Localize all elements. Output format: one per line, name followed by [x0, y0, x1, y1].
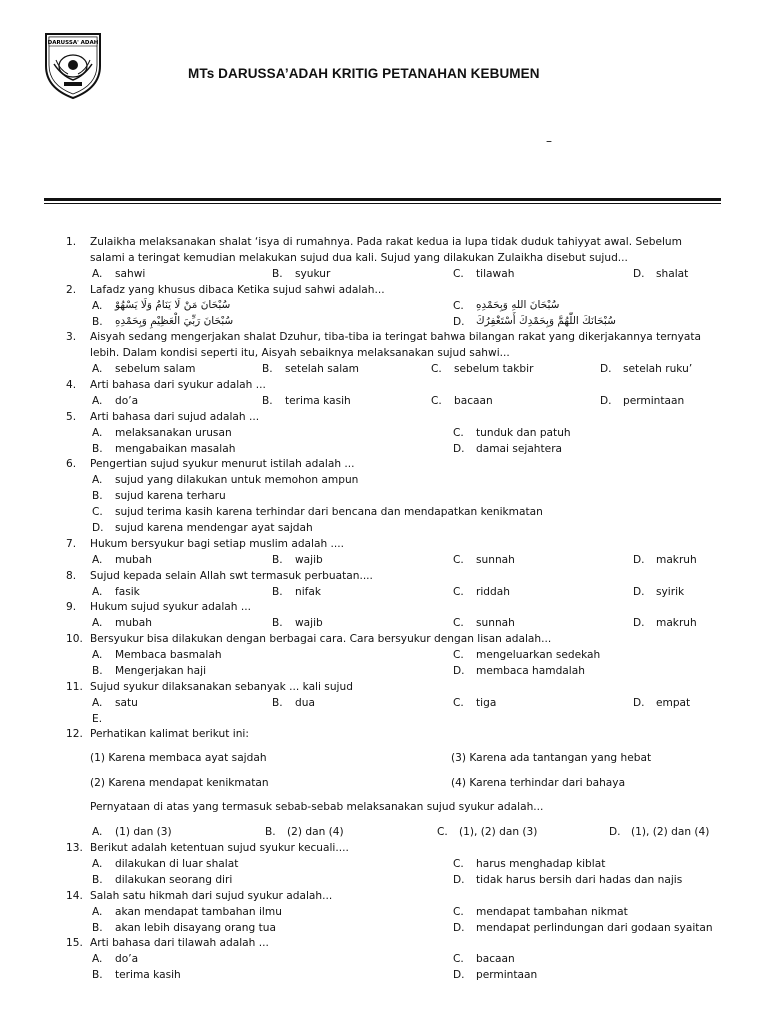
option-label: C.: [453, 649, 464, 661]
option-text: do’a: [115, 395, 139, 407]
option-text: sujud karena mendengar ayat sajdah: [115, 522, 313, 534]
option-text: sebelum salam: [115, 363, 196, 375]
option-text: (2) dan (4): [287, 826, 344, 838]
question-text: Arti bahasa dari sujud adalah ...: [90, 411, 260, 423]
option-label: B.: [262, 363, 273, 375]
question-text: Sujud syukur dilaksanakan sebanyak ... kali sujud: [90, 681, 353, 693]
question-number: 7.: [66, 538, 77, 550]
question-text: Hukum sujud syukur adalah ...: [90, 601, 251, 613]
option-label: A.: [92, 427, 103, 439]
option-text: riddah: [476, 586, 510, 598]
statement: (3) Karena ada tantangan yang hebat: [451, 752, 652, 764]
question-number: 5.: [66, 411, 77, 423]
option-text: dilakukan di luar shalat: [115, 858, 239, 870]
option-label: C.: [453, 268, 464, 280]
option-label: C.: [453, 300, 464, 312]
option-label: B.: [272, 697, 283, 709]
option-text: bacaan: [454, 395, 493, 407]
option-text: bacaan: [476, 953, 515, 965]
statement: (2) Karena mendapat kenikmatan: [90, 777, 269, 789]
question-text: Perhatikan kalimat berikut ini:: [90, 728, 249, 740]
option-text: tidak harus bersih dari hadas dan najis: [476, 874, 683, 886]
option-text: sahwi: [115, 268, 146, 280]
option-text: permintaan: [623, 395, 685, 407]
option-label: D.: [600, 395, 612, 407]
option-text: empat: [656, 697, 691, 709]
option-label: C.: [453, 427, 464, 439]
option-label: C.: [453, 554, 464, 566]
option-text: tilawah: [476, 268, 515, 280]
option-text: terima kasih: [285, 395, 351, 407]
option-label: C.: [453, 697, 464, 709]
option-label: A.: [92, 554, 103, 566]
option-text: wajib: [295, 554, 323, 566]
option-text: nifak: [295, 586, 322, 598]
question-text: Aisyah sedang mengerjakan shalat Dzuhur, tiba-tiba ia teringat bahwa bilangan rakat yang dikerjakannya ternyata: [90, 331, 702, 343]
question-text: Arti bahasa dari tilawah adalah ...: [90, 937, 269, 949]
option-label: C.: [437, 826, 448, 838]
option-text-arabic: سُبْحَانَ مَنْ لَا يَنَامُ وَلَا يَسْهُوْ: [115, 299, 231, 311]
option-label: C.: [431, 395, 442, 407]
logo-text: DARUSSA' ADAH: [47, 40, 99, 46]
option-label: A.: [92, 474, 103, 486]
option-text: do’a: [115, 953, 139, 965]
option-label: D.: [453, 922, 465, 934]
question-text: Bersyukur bisa dilakukan dengan berbagai cara. Cara bersyukur dengan lisan adalah...: [90, 633, 552, 645]
option-label: C.: [453, 858, 464, 870]
school-title: MTs DARUSSA’ADAH KRITIG PETANAHAN KEBUMEN: [188, 66, 540, 81]
option-text: Membaca basmalah: [115, 649, 222, 661]
option-text: membaca hamdalah: [476, 665, 585, 677]
question-text: Pengertian sujud syukur menurut istilah adalah ...: [90, 458, 355, 470]
option-label: D.: [633, 617, 645, 629]
option-text: dua: [295, 697, 315, 709]
option-text: mubah: [115, 554, 152, 566]
option-label: B.: [272, 617, 283, 629]
option-text: (1), (2) dan (3): [459, 826, 538, 838]
option-label: D.: [453, 874, 465, 886]
option-text: sunnah: [476, 617, 515, 629]
option-label: C.: [453, 906, 464, 918]
option-label: B.: [272, 586, 283, 598]
option-text: mengabaikan masalah: [115, 443, 236, 455]
option-text-arabic: سُبْحَانَكَ اللّٰهُمَّ وَبِحَمْدِكَ أَسْتَغْفِرُكَ: [476, 315, 616, 327]
option-label: D.: [633, 268, 645, 280]
option-text: makruh: [656, 617, 697, 629]
option-text: sebelum takbir: [454, 363, 534, 375]
option-label: D.: [600, 363, 612, 375]
option-text: akan lebih disayang orang tua: [115, 922, 276, 934]
option-label: D.: [453, 969, 465, 981]
option-text: sunnah: [476, 554, 515, 566]
option-text: syirik: [656, 586, 685, 598]
option-label: C.: [453, 953, 464, 965]
question-text: Salah satu hikmah dari sujud syukur adalah...: [90, 890, 333, 902]
question-number: 1.: [66, 236, 77, 248]
question-number: 11.: [66, 681, 83, 693]
option-text: Mengerjakan haji: [115, 665, 207, 677]
option-label: E.: [92, 713, 103, 725]
option-text: sujud terima kasih karena terhindar dari bencana dan mendapatkan kenikmatan: [115, 506, 543, 518]
option-label: D.: [633, 554, 645, 566]
option-text: shalat: [656, 268, 689, 280]
option-label: B.: [92, 874, 103, 886]
question-number: 14.: [66, 890, 83, 902]
option-text-arabic: سُبْحَانَ اللهِ وَبِحَمْدِهِ: [476, 299, 560, 311]
option-text: dilakukan seorang diri: [115, 874, 233, 886]
option-text: permintaan: [476, 969, 538, 981]
option-text: damai sejahtera: [476, 443, 563, 455]
option-label: B.: [92, 443, 103, 455]
option-label: B.: [92, 922, 103, 934]
option-label: A.: [92, 826, 103, 838]
option-label: B.: [92, 969, 103, 981]
option-text: tiga: [476, 697, 497, 709]
option-label: B.: [272, 554, 283, 566]
question-number: 12.: [66, 728, 83, 740]
option-label: D.: [633, 697, 645, 709]
question-text: Zulaikha melaksanakan shalat ‘isya di rumahnya. Pada rakat kedua ia lupa tidak duduk tahiyyat awal. Sebelum: [90, 236, 682, 248]
option-text: mubah: [115, 617, 152, 629]
statement: (4) Karena terhindar dari bahaya: [451, 777, 626, 789]
option-label: A.: [92, 697, 103, 709]
option-label: B.: [92, 490, 103, 502]
option-text: melaksanakan urusan: [115, 427, 232, 439]
option-text: akan mendapat tambahan ilmu: [115, 906, 282, 918]
option-text: harus menghadap kiblat: [476, 858, 606, 870]
option-text: syukur: [295, 268, 331, 280]
option-text: mengeluarkan sedekah: [476, 649, 601, 661]
option-label: B.: [272, 268, 283, 280]
header-dash: –: [546, 134, 552, 148]
option-text: setelah salam: [285, 363, 359, 375]
option-text: tunduk dan patuh: [476, 427, 571, 439]
option-text: sujud karena terharu: [115, 490, 226, 502]
question-text: Berikut adalah ketentuan sujud syukur kecuali....: [90, 842, 349, 854]
question-number: 3.: [66, 331, 77, 343]
option-label: D.: [453, 665, 465, 677]
option-text: setelah ruku’: [623, 363, 693, 375]
question-text: Lafadz yang khusus dibaca Ketika sujud sahwi adalah...: [90, 284, 385, 296]
option-text: mendapat perlindungan dari godaan syaitan: [476, 922, 713, 934]
option-label: B.: [265, 826, 276, 838]
option-label: B.: [92, 665, 103, 677]
option-label: A.: [92, 906, 103, 918]
option-text: fasik: [115, 586, 140, 598]
question-text: lebih. Dalam kondisi seperti itu, Aisyah sebaiknya melaksanakan sujud sahwi...: [90, 347, 510, 359]
option-label: A.: [92, 268, 103, 280]
option-label: C.: [453, 617, 464, 629]
option-label: D.: [453, 316, 465, 328]
question-number: 15.: [66, 937, 83, 949]
option-text: terima kasih: [115, 969, 181, 981]
question-text: salami a teringat kemudian melakukan sujud dua kali. Sujud yang dilakukan Zulaikha disebut sujud...: [90, 252, 628, 264]
option-label: B.: [92, 316, 103, 328]
statement: (1) Karena membaca ayat sajdah: [90, 752, 267, 764]
option-label: D.: [453, 443, 465, 455]
option-label: D.: [633, 586, 645, 598]
option-label: C.: [453, 586, 464, 598]
option-text: mendapat tambahan nikmat: [476, 906, 628, 918]
option-label: A.: [92, 617, 103, 629]
option-label: A.: [92, 649, 103, 661]
option-label: C.: [92, 506, 103, 518]
question-number: 10.: [66, 633, 83, 645]
question-text: Hukum bersyukur bagi setiap muslim adalah ....: [90, 538, 345, 550]
question-number: 2.: [66, 284, 77, 296]
option-label: A.: [92, 363, 103, 375]
option-label: D.: [92, 522, 104, 534]
question-number: 8.: [66, 570, 77, 582]
question-number: 4.: [66, 379, 77, 391]
option-label: A.: [92, 953, 103, 965]
question-text: Arti bahasa dari syukur adalah ...: [90, 379, 266, 391]
question-number: 6.: [66, 458, 77, 470]
option-text: wajib: [295, 617, 323, 629]
option-label: D.: [609, 826, 621, 838]
option-label: A.: [92, 586, 103, 598]
option-label: C.: [431, 363, 442, 375]
option-text: (1), (2) dan (4): [631, 826, 710, 838]
question-text: Sujud kepada selain Allah swt termasuk perbuatan....: [90, 570, 373, 582]
option-label: A.: [92, 395, 103, 407]
option-text: makruh: [656, 554, 697, 566]
question-number: 13.: [66, 842, 83, 854]
option-text-arabic: سُبْحَانَ رَبِّيَ الْعَظِيْمِ وَبِحَمْدِهِ: [115, 315, 234, 327]
option-label: A.: [92, 858, 103, 870]
question-number: 9.: [66, 601, 77, 613]
option-text: (1) dan (3): [115, 826, 172, 838]
question-text: Pernyataan di atas yang termasuk sebab-sebab melaksanakan sujud syukur adalah...: [90, 801, 544, 813]
option-text: sujud yang dilakukan untuk memohon ampun: [115, 474, 359, 486]
option-text: satu: [115, 697, 138, 709]
option-label: B.: [262, 395, 273, 407]
option-label: A.: [92, 300, 103, 312]
